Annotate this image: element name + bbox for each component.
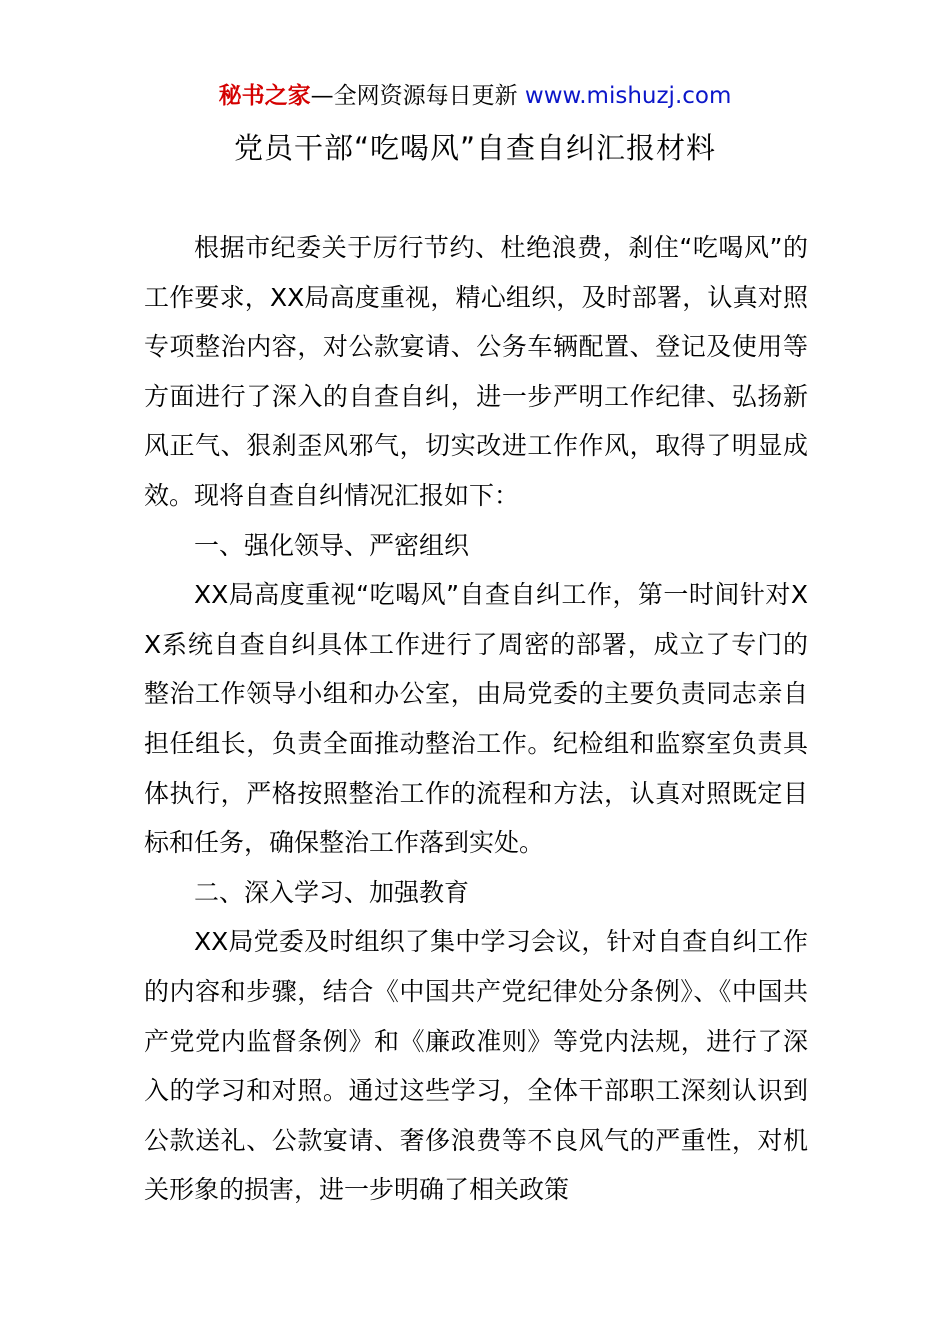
document-title: 党员干部“吃喝风”自查自纠汇报材料: [233, 131, 717, 165]
section-2-paragraph: XX局党委及时组织了集中学习会议，针对自查自纠工作的内容和步骤，结合《中国共产党纪律处分条例》、《中国共产党党内监督条例》和《廉政准则》等党内法规，进行了深入的学习和对照。通过这些学习，全体干部职工深刻认识到公款送礼、公款宴请、奢侈浪费等不良风气的严重性，对机关形象的损害，进一步明确了相关政策: [144, 927, 808, 1205]
site-header: [0, 80, 950, 112]
site-url-link[interactable]: www.mishuzj.com: [524, 83, 732, 109]
section-heading-2: 二、深入学习、加强教育: [194, 877, 470, 907]
document-body: [144, 223, 808, 1215]
site-tagline: —全网资源每日更新: [310, 83, 525, 109]
site-brand: 秘书之家: [218, 83, 311, 109]
section-heading-1: 一、强化领导、严密组织: [194, 530, 470, 560]
intro-paragraph: 根据市纪委关于厉行节约、杜绝浪费，刹住“吃喝风”的工作要求，XX局高度重视，精心组织，及时部署，认真对照专项整治内容，对公款宴请、公务车辆配置、登记及使用等方面进行了深入的自查自纠，进一步严明工作纪律、弘扬新风正气、狠刹歪风邪气，切实改进工作作风，取得了明显成效。现将自查自纠情况汇报如下：: [144, 233, 808, 510]
section-1-paragraph: XX局高度重视“吃喝风”自查自纠工作，第一时间针对XX系统自查自纠具体工作进行了周密的部署，成立了专门的整治工作领导小组和办公室，由局党委的主要负责同志亲自担任组长，负责全面推动整治工作。纪检组和监察室负责具体执行，严格按照整治工作的流程和方法，认真对照既定目标和任务，确保整治工作落到实处。: [144, 580, 808, 858]
